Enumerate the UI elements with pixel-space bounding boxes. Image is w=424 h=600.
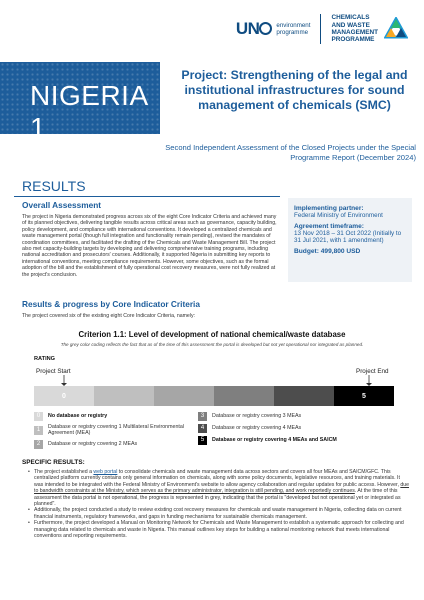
header-logos — [236, 14, 408, 44]
criterion-note: The grey color coding reflects the fact that as of the time of this assessment the portal is developed but not yet operational nor integrated as planned. — [60, 342, 364, 347]
results-divider — [14, 196, 280, 197]
legend-swatch-5: 5 — [198, 436, 207, 445]
item1-text-b: to consolidate chemicals and waste management data across sectors and covers all four MEAs and SAICM/GFC. This centralized platform currently contains only general information on chemicals, along with some policy documents, legislative resources, and training materials. It was intended to be integrated with the Federal Ministry of Environment's website to allow agency collaboration and regular updates for public access. However, — [34, 469, 401, 488]
list-item — [28, 469, 410, 507]
unep-mark-text: UN — [235, 19, 260, 38]
rating-segment-2 — [154, 386, 214, 406]
legend-item-5 — [198, 436, 394, 445]
cwm-line-3: MANAGEMENT — [331, 29, 378, 36]
legend-text-0: No database or registry — [48, 413, 108, 420]
rating-label: RATING — [34, 356, 56, 362]
legend-item-3 — [198, 412, 394, 421]
timeframe-value: 13 Nov 2018 – 31 Oct 2022 (Initially to 31 Jul 2021, with 1 amendment) — [294, 229, 402, 245]
legend-item-0 — [34, 412, 194, 421]
unep-sub-line-2: programme — [276, 29, 309, 36]
cwm-line-4: PROGRAMME — [331, 36, 375, 44]
unep-sub-line-1: environment — [276, 22, 311, 29]
specific-results-heading: SPECIFIC RESULTS: — [22, 459, 85, 466]
country-block — [0, 62, 160, 143]
logo-divider — [320, 14, 321, 44]
timeframe-label: Agreement timeframe: — [294, 222, 364, 230]
legend-item-2 — [34, 440, 194, 449]
legend-text-3: Database or registry covering 3 MEAs — [212, 413, 302, 420]
item1-underlined: due to bandwidth constraints at the Ministry, which serves as the primary administrator, integration is still pending, and work reportedly continues — [34, 481, 409, 495]
cwm-line-1: CHEMICALS — [331, 14, 370, 22]
criterion-title: Criterion 1.1: Level of development of national chemical/waste database — [78, 330, 346, 339]
legend-item-1 — [34, 424, 194, 436]
legend-text-4: Database or registry covering 4 MEAs — [212, 425, 302, 432]
legend-text-1: Database or registry covering 1 Multilateral Environmental Agreement (MEA) — [48, 424, 185, 437]
specific-results-list — [28, 469, 410, 539]
legend-swatch-0: 0 — [34, 412, 43, 421]
rating-segment-0: 0 — [34, 386, 94, 406]
unep-logo — [236, 19, 311, 39]
rating-segment-4 — [274, 386, 334, 406]
legend-text-2: Database or registry covering 2 MEAs — [48, 441, 138, 448]
partner-label: Implementing partner: — [294, 205, 364, 212]
legend-item-4 — [198, 424, 394, 433]
cwm-logo-text — [331, 14, 378, 43]
progress-text: The project covered six of the existing eight Core Indicator Criteria, namely: — [22, 313, 195, 319]
cwm-line-2: AND WASTE — [331, 21, 370, 29]
report-subtitle: Second Independent Assessment of the Closed Projects under the Special Programme Report (December 2024) — [165, 143, 416, 162]
overall-assessment-text: The project in Nigeria demonstrated progress across six of the eight Core Indicator Criteria and achieved many of its planned objectives, delivering tangible results across critical areas such as governance, capacity building, policy development, and compliance with international conventions. It developed a centralized chemicals and waste management portal (though full integration and functionality remain pending), revised the mandates of coordination committees, and facilitated the drafting of the Chemicals and Waste Management Bill. The project also met capacity-building targets by developing and delivering comprehensive training programs, including national accreditation and prosecutors' courses. Additionally, it supported Nigeria in submitting key reports to international conventions, meeting compliance requirements. However, some objectives, such as the formal adoption of the bill and the establishment of fully operational cost recovery measures, were not fully realized at the project's conclusion. — [22, 214, 277, 278]
project-end-label: Project End — [356, 368, 389, 375]
list-item: • Furthermore, the project developed a Manual on Monitoring Network for Chemicals and Waste Management to establish a systematic approach for collecting and managing data related to chemicals and waste in Nigeria. This manual outlines key steps for building a national monitoring network that meets international conventions and reporting requirements. — [28, 520, 410, 539]
legend-swatch-4: 4 — [198, 424, 207, 433]
progress-heading: Results & progress by Core Indicator Criteria — [22, 299, 200, 309]
overall-assessment-heading: Overall Assessment — [22, 200, 102, 210]
item1-text-c: . At the time of this assessment the data portal is not operational, the progress is represented in grey, indicating that the portal is "developed but not operational yet or integrated as planned". — [34, 488, 401, 508]
rating-segment-1 — [94, 386, 154, 406]
project-start-label: Project Start — [36, 368, 71, 375]
country-title: NIGERIA 1 — [30, 80, 148, 143]
legend-swatch-2: 2 — [34, 440, 43, 449]
legend-text-5: Database or registry covering 4 MEAs and SAICM — [212, 437, 337, 444]
rating-scale — [34, 386, 394, 406]
results-heading: RESULTS — [22, 178, 86, 194]
web-portal-link[interactable]: web portal — [93, 469, 118, 475]
partner-value: Federal Ministry of Environment — [294, 212, 383, 219]
project-title: Project: Strengthening of the legal and institutional infrastructures for sound management of chemicals (SMC) — [181, 68, 408, 112]
budget-value: Budget: 499,800 USD — [294, 247, 361, 255]
project-banner — [0, 62, 424, 143]
legend-swatch-3: 3 — [198, 412, 207, 421]
unep-ring-icon — [259, 22, 272, 35]
legend-swatch-1: 1 — [34, 426, 43, 435]
rating-segment-3 — [214, 386, 274, 406]
item1-text-a: The project established a — [34, 469, 94, 475]
cwm-triangle-icon — [384, 17, 408, 41]
list-item: • Additionally, the project conducted a study to review existing cost recovery measures for chemicals and waste management in Nigeria, collecting data on current financial instruments, regulatory frameworks, and gaps in funding mechanisms for sustainable chemicals management. — [28, 507, 410, 520]
project-info-box — [288, 198, 412, 282]
rating-segment-5: 5 — [334, 386, 394, 406]
